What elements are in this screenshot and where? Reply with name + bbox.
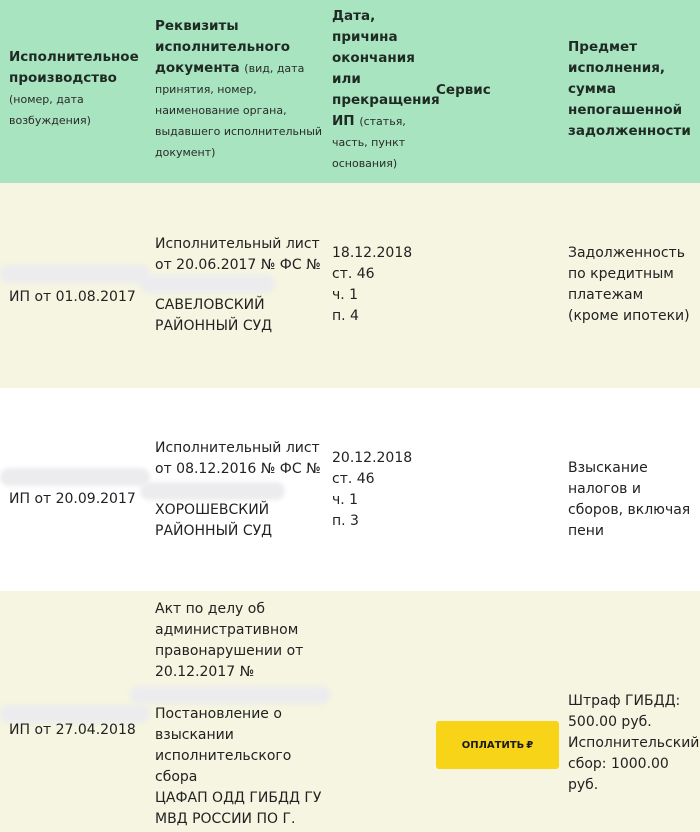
subject-line: 500.00 руб. <box>568 714 652 730</box>
court-line: ХОРОШЕВСКИЙ <box>155 502 270 518</box>
end-reason <box>332 448 432 532</box>
proceeding-number: ИП от 27.04.2018 <box>9 722 136 738</box>
proceeding-number: ИП от 20.09.2017 <box>9 491 136 507</box>
table-row <box>0 591 700 832</box>
document-line: взыскании <box>155 727 234 743</box>
end-article: ст. 46 <box>332 471 375 487</box>
document-line: ЦАФАП ОДД ГИБДД ГУ <box>155 790 322 806</box>
header-end-title: Дата, причина окончания или прекращения ИП <box>332 8 440 129</box>
header-service: Сервис <box>436 82 491 98</box>
document-line: административном <box>155 622 299 638</box>
issuing-court <box>155 500 330 542</box>
end-article: ст. 46 <box>332 266 375 282</box>
pay-button-label: ОПЛАТИТЬ <box>461 739 525 751</box>
table-header <box>0 0 700 183</box>
document-line: МВД РОССИИ ПО Г. <box>155 811 296 827</box>
header-proceeding-title: Исполнительное производство <box>9 49 139 86</box>
document-line: от 08.12.2016 № ФС № <box>155 461 321 477</box>
header-proceeding-note: (номер, дата возбуждения) <box>9 93 91 127</box>
end-point: п. 3 <box>332 513 359 529</box>
header-end-reason <box>332 6 440 174</box>
execution-subject <box>568 691 698 796</box>
document-line: Исполнительный лист <box>155 236 320 252</box>
document-line: 20.12.2017 № <box>155 664 255 680</box>
subject-line: руб. <box>568 777 599 793</box>
end-date: 20.12.2018 <box>332 450 413 466</box>
document-line: от 20.06.2017 № ФС № <box>155 257 321 273</box>
court-line: САВЕЛОВСКИЙ <box>155 297 265 313</box>
execution-subject: Задолженность по кредитным платежам (кроме ипотеки) <box>568 245 690 324</box>
document-line: Постановление о <box>155 706 282 722</box>
pay-button[interactable] <box>436 721 559 769</box>
court-line: РАЙОННЫЙ СУД <box>155 318 273 334</box>
document-details <box>155 438 330 480</box>
end-date: 18.12.2018 <box>332 245 413 261</box>
redacted-blur <box>140 275 275 293</box>
redacted-blur <box>140 482 285 500</box>
subject-line: Штраф ГИБДД: <box>568 693 681 709</box>
redacted-blur <box>130 686 330 704</box>
ruble-icon: ₽ <box>526 739 534 751</box>
document-details <box>155 234 330 276</box>
header-document-details <box>155 16 325 163</box>
redacted-blur <box>0 265 150 283</box>
subject-line: Исполнительский <box>568 735 700 751</box>
document-line: исполнительского <box>155 748 292 764</box>
table-row <box>0 388 700 591</box>
end-part: ч. 1 <box>332 492 359 508</box>
subject-line: сбор: 1000.00 <box>568 756 669 772</box>
end-point: п. 4 <box>332 308 359 324</box>
header-subject: Предмет исполнения, сумма непогашенной задолженности <box>568 39 691 139</box>
court-line: РАЙОННЫЙ СУД <box>155 523 273 539</box>
header-end-note: (статья, часть, пункт основания) <box>332 115 406 170</box>
end-reason <box>332 243 432 327</box>
issuing-court <box>155 295 330 337</box>
proceeding-number: ИП от 01.08.2017 <box>9 289 136 305</box>
document-details-continued <box>155 704 330 830</box>
header-document-title: Реквизиты исполнительного документа <box>155 18 291 76</box>
end-part: ч. 1 <box>332 287 359 303</box>
header-document-note: (вид, дата принятия, номер, наименование органа, выдавшего исполнительный документ) <box>155 62 323 159</box>
document-line: Акт по делу об <box>155 601 265 617</box>
header-proceeding <box>9 47 149 131</box>
document-line: правонарушении от <box>155 643 304 659</box>
document-details <box>155 599 330 683</box>
execution-subject: Взыскание налогов и сборов, включая пени <box>568 460 691 539</box>
table-row <box>0 183 700 388</box>
document-line: сбора <box>155 769 198 785</box>
document-line: Исполнительный лист <box>155 440 320 456</box>
redacted-blur <box>0 468 150 486</box>
